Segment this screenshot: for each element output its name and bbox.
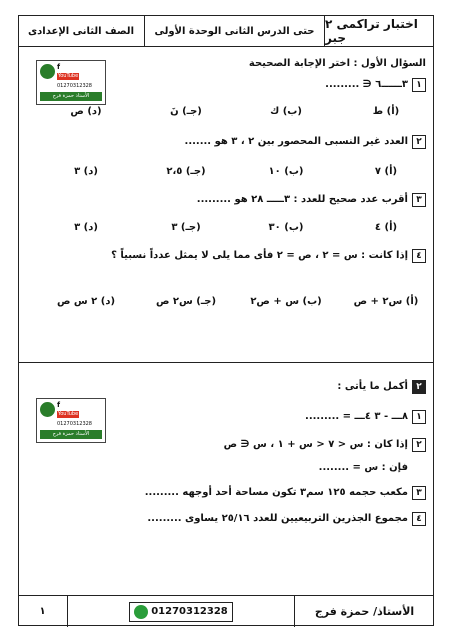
q2-text: العدد غير النسبى المحصور بين ٢ ، ٣ هو ....... xyxy=(184,136,408,147)
s2-q2-number: ٢ xyxy=(412,438,426,452)
q1-option-c: (جـ) نَ xyxy=(170,106,202,117)
s2-q4-text: مجموع الجذرين التربيعيين للعدد ٢٥/١٦ يساوى ......... xyxy=(147,513,408,524)
header xyxy=(18,15,434,47)
section1-heading: السؤال الأول : اختر الإجابة الصحيحة xyxy=(248,58,426,69)
q1-option-a: (أ) ط xyxy=(372,106,400,117)
q3-option-b: (ب) ٣٠ xyxy=(268,222,304,233)
section2-number: ٢ xyxy=(412,380,426,394)
logo-phone: 01270312328 xyxy=(57,421,92,427)
logo-facebook-icon: f xyxy=(57,63,61,71)
footer-phone-box xyxy=(129,602,233,622)
q4-option-d: (د) ٢ س ص xyxy=(56,296,116,307)
q2-number: ٢ xyxy=(412,135,426,149)
s2-q2-text2: فإن : س = ........ xyxy=(318,462,408,473)
q1-row xyxy=(325,78,426,92)
q4-number: ٤ xyxy=(412,249,426,263)
teacher-logo-2 xyxy=(36,398,106,443)
q2-row xyxy=(185,135,426,149)
q3-option-c: (جـ) ٣ xyxy=(171,222,201,233)
q3-text: أقرب عدد صحيح للعدد : ٣ـــــ ٢٨ هو ......... xyxy=(196,194,408,205)
footer-teacher: الأستاذ/ حمزة فرج xyxy=(294,596,434,627)
whatsapp-icon xyxy=(134,605,148,619)
footer xyxy=(18,595,434,626)
s2-q2-text: إذا كان : س < ٧ < س + ١ ، س ∈ ص xyxy=(223,439,408,450)
s2-q4-row xyxy=(147,512,426,526)
section2-heading: أكمل ما يأتى : xyxy=(337,381,408,392)
q1-option-b: (ب) ك xyxy=(270,106,302,117)
q4-text: إذا كانت : س = ٢ ، ص = ٢ فأى مما يلى لا يمثل عدداً نسبياً ؟ xyxy=(111,250,408,261)
q2-option-d: (د) ٣ xyxy=(74,166,98,177)
q2-option-c: (جـ) ٢،٥ xyxy=(166,166,206,177)
q4-option-c: (جـ) س٢ ص xyxy=(155,296,217,307)
logo-youtube-label: YouTube xyxy=(57,73,79,79)
q3-number: ٣ xyxy=(412,193,426,207)
s2-q3-row xyxy=(145,486,426,500)
s2-q3-number: ٣ xyxy=(412,486,426,500)
q3-option-d: (د) ٣ xyxy=(74,222,98,233)
q1-number: ١ xyxy=(412,78,426,92)
s2-q4-number: ٤ xyxy=(412,512,426,526)
q2-option-a: (أ) ٧ xyxy=(374,166,398,177)
footer-phone-cell xyxy=(68,596,294,627)
s2-q1-row xyxy=(305,410,426,424)
footer-phone: 01270312328 xyxy=(151,606,228,617)
s2-q1-number: ١ xyxy=(412,410,426,424)
logo-phone: 01270312328 xyxy=(57,83,92,89)
q4-option-a: (أ) س٢ + ص xyxy=(353,296,419,307)
section-divider xyxy=(18,362,434,363)
teacher-logo xyxy=(36,60,106,105)
q3-row xyxy=(197,193,426,207)
q4-option-b: (ب) س + ص٢ xyxy=(250,296,322,307)
q1-option-d: (د) ص xyxy=(70,106,102,117)
q1-text: ٣ــــــ٦ ∈ ......... xyxy=(325,79,408,90)
logo-emblem-icon xyxy=(40,402,55,417)
q3-option-a: (أ) ٤ xyxy=(374,222,398,233)
exam-scope: حتى الدرس الثانى الوحدة الأولى xyxy=(144,15,324,47)
s2-q1-text: ٨ـــ - ٣ ٤ـــ = ......... xyxy=(305,411,408,422)
logo-name: الأستاذ حمزة فرج xyxy=(40,430,102,439)
exam-title: اختبار تراكمى ٢ جبر xyxy=(324,15,434,47)
grade-label: الصف الثانى الإعدادى xyxy=(27,25,134,37)
logo-youtube-label: YouTube xyxy=(57,411,79,417)
s2-q3-text: مكعب حجمه ١٢٥ سم٣ تكون مساحة أحد أوجهه ......... xyxy=(144,487,408,498)
logo-name: الأستاذ حمزة فرج xyxy=(40,92,102,101)
logo-emblem-icon xyxy=(40,64,55,79)
q2-option-b: (ب) ١٠ xyxy=(268,166,304,177)
logo-facebook-icon: f xyxy=(57,401,61,409)
section2-heading-row xyxy=(337,380,426,394)
q4-row xyxy=(111,249,426,263)
s2-q2-row xyxy=(224,438,426,452)
footer-page-number: ١ xyxy=(18,596,68,627)
